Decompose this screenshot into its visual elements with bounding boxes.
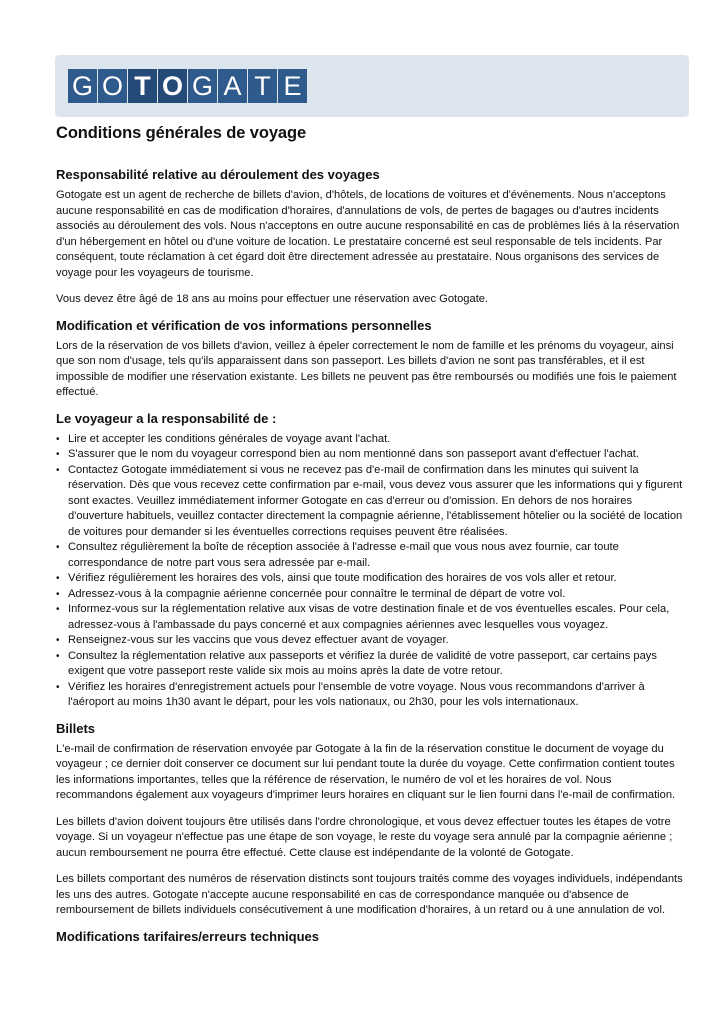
- section-heading: Billets: [56, 720, 96, 736]
- paragraph: L'e-mail de confirmation de réservation envoyée par Gotogate à la fin de la réservation constitue le document de voyage du voyageur ; ce dernier doit conserver ce document sur lui pendant toute la durée du voyage. Cette confirmation contient toutes les informations importantes, telles que la référence de réservation, le numéro de vol et les horaires de vol. Nous recommandons également aux voyageurs d'imprimer leurs horaires en cliquant sur le lien fourni dans l'e-mail de confirmation.: [56, 742, 676, 801]
- list-item: • Lire et accepter les conditions générales de voyage avant l'achat.: [56, 432, 690, 448]
- gotogate-logo: [68, 69, 308, 103]
- responsibility-list: [56, 432, 690, 711]
- list-item: • Vérifiez régulièrement les horaires des vols, ainsi que toute modification des horaires de vos vols aller et retour.: [56, 571, 690, 587]
- list-item: • Adressez-vous à la compagnie aérienne concernée pour connaître le terminal de départ de votre vol.: [56, 587, 690, 603]
- logo-letter: G: [188, 69, 217, 103]
- section-heading: Modification et vérification de vos informations personnelles: [56, 317, 432, 333]
- paragraph: Lors de la réservation de vos billets d'avion, veillez à épeler correctement le nom de famille et les prénoms du voyageur, ainsi que son nom d'usage, tels qu'ils apparaissent dans son passeport. Les billets d'avion ne sont pas transférables, et il est impossible de modifier une réservation existante. Les billets ne peuvent pas être remboursés ou modifiés une fois le paiement effectué.: [56, 339, 677, 398]
- logo-letter: A: [218, 69, 247, 103]
- section-heading: Responsabilité relative au déroulement des voyages: [56, 167, 380, 182]
- list-item: • Renseignez-vous sur les vaccins que vous devez effectuer avant de voyager.: [56, 633, 690, 649]
- list-item: • Informez-vous sur la réglementation relative aux visas de votre destination finale et de vos éventuelles escales. Pour cela, adressez-vous à l'ambassade du pays concerné et aux compagnies aériennes avec lesquelles vous voyagez.: [56, 602, 690, 633]
- paragraph: Gotogate est un agent de recherche de billets d'avion, d'hôtels, de locations de voitures et d'événements. Nous n'acceptons aucune responsabilité en cas de modification d'horaires, d'annulations de vols, de pertes de bagages ou d'autres incidents associés au déroulement des vols. Nous n'acceptons en outre aucune responsabilité en cas de problèmes liés à la réservation d'un hébergement en hôtel ou d'une voiture de location. Le prestataire concerné est seul responsable de tels incidents. Par conséquent, toute réclamation à cet égard doit être directement adressée au prestataire. Nous organisons des services de voyage pour les voyageurs de tourisme.: [56, 189, 680, 279]
- logo-letter: G: [68, 69, 97, 103]
- section-heading: Modifications tarifaires/erreurs techniques: [56, 928, 319, 944]
- header-bar: [55, 55, 689, 117]
- page-title: Conditions générales de voyage: [56, 124, 307, 142]
- logo-letter: T: [128, 69, 157, 103]
- section-heading: Le voyageur a la responsabilité de :: [56, 410, 277, 426]
- logo-letter: O: [158, 69, 187, 103]
- list-item: • Consultez la réglementation relative aux passeports et vérifiez la durée de validité de votre passeport, car certains pays exigent que votre passeport reste valide six mois au moins après la date de votre retour.: [56, 649, 690, 680]
- logo-letter: T: [248, 69, 277, 103]
- logo-letter: E: [278, 69, 307, 103]
- paragraph: Les billets comportant des numéros de réservation distincts sont toujours traités comme des voyages individuels, indépendants les uns des autres. Gotogate n'accepte aucune responsabilité en cas de correspondance manquée ou d'absence de remboursement de billets individuels consécutivement à une modification d'horaires, à un retard ou à une annulation de vol.: [56, 873, 683, 916]
- list-item: • Consultez régulièrement la boîte de réception associée à l'adresse e-mail que vous nous avez fournie, car toute correspondance de notre part vous sera adressée par e-mail.: [56, 540, 690, 571]
- list-item: • Vérifiez les horaires d'enregistrement actuels pour l'ensemble de votre voyage. Nous vous recommandons d'arriver à l'aéroport au moins 1h30 avant le départ, pour les vols nationaux, ou 2h30, pour les vols internationaux.: [56, 680, 690, 711]
- list-item: • Contactez Gotogate immédiatement si vous ne recevez pas d'e-mail de confirmation dans les minutes qui suivent la réservation. Dès que vous recevez cette confirmation par e-mail, vous devez vous assurer que les informations qui y figurent sont exactes. Veuillez immédiatement informer Gotogate en cas d'erreur ou d'omission. En dehors de nos horaires d'ouverture habituels, veuillez contacter directement la compagnie aérienne, l'établissement hôtelier ou la société de location de voitures pour demander si les éventuelles corrections requises peuvent être réalisées.: [56, 463, 690, 541]
- logo-letter: O: [98, 69, 127, 103]
- paragraph: Vous devez être âgé de 18 ans au moins pour effectuer une réservation avec Gotogate.: [56, 293, 489, 305]
- document-body: [56, 119, 690, 946]
- list-item: • S'assurer que le nom du voyageur correspond bien au nom mentionné dans son passeport avant d'effectuer l'achat.: [56, 447, 690, 463]
- paragraph: Les billets d'avion doivent toujours être utilisés dans l'ordre chronologique, et vous devez effectuer toutes les étapes de votre voyage. Si un voyageur n'effectue pas une étape de son voyage, le reste du voyage sera annulé par la compagnie aérienne ; aucun remboursement ne pourra être effectué. Cette clause est indépendante de la volonté de Gotogate.: [56, 815, 673, 859]
